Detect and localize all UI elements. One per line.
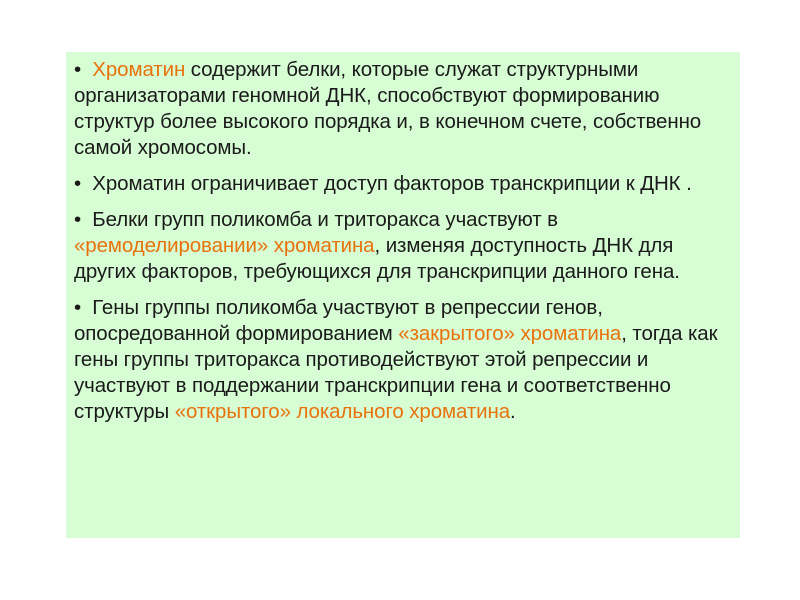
highlighted-term: «закрытого» хроматина bbox=[398, 322, 622, 345]
paragraph-text: Белки групп поликомба и триторакса участвуют в bbox=[92, 208, 558, 231]
highlighted-term: «ремоделировании» хроматина bbox=[74, 234, 375, 257]
paragraph-text: содержит белки, которые служат структурными организаторами геномной ДНК, способствуют формированию структур более высокого порядка и, в конечном счете, собственно самой хромосомы. bbox=[74, 58, 702, 159]
bullet-icon: • bbox=[74, 296, 82, 319]
paragraph-text: , изменяя доступность ДНК для других факторов, требующихся для транскрипции данного гена. bbox=[74, 234, 680, 283]
bullet-paragraph bbox=[74, 207, 732, 285]
bullet-icon: • bbox=[74, 172, 82, 195]
bullet-icon: • bbox=[74, 208, 82, 231]
bullet-paragraph bbox=[74, 171, 732, 197]
paragraph-text: . bbox=[510, 400, 516, 423]
highlighted-term: Хроматин bbox=[92, 58, 186, 81]
paragraph-text: Гены группы поликомба участвуют в репрессии генов, опосредованной формированием bbox=[74, 296, 603, 345]
paragraph-text: , тогда как гены группы триторакса противодействуют этой репрессии и участвуют в поддержании транскрипции гена и соответственно структуры bbox=[74, 322, 718, 423]
bullet-icon: • bbox=[74, 58, 82, 81]
bullet-paragraph bbox=[74, 57, 732, 161]
highlighted-term: «открытого» локального хроматина bbox=[174, 400, 511, 423]
bullet-paragraph bbox=[74, 295, 732, 425]
text-panel bbox=[66, 52, 740, 538]
paragraph-text: Хроматин ограничивает доступ факторов транскрипции к ДНК . bbox=[92, 172, 692, 195]
